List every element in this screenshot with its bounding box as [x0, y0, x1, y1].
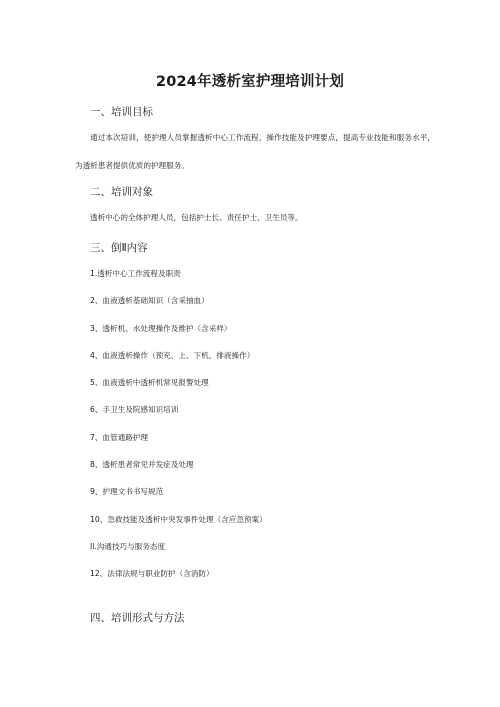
list-item: 1.透析中心工作流程及职责 [90, 269, 181, 278]
list-item: 12、法律法规与职业防护（含消防） [90, 569, 214, 579]
list-item: 7、血管通路护理 [90, 432, 148, 442]
section-paragraph-goals: 通过本次培训，使护理人员掌握透析中心工作流程、操作技能及护理要点，提高专业技能和服务水平，为透析患者提供优质的护理服务。 [75, 133, 435, 170]
section-heading-methods: 四、培训形式与方法 [90, 612, 185, 624]
list-item: 5、血液透析中透析机常见报警处理 [90, 378, 209, 388]
list-item: 8、透析患者常见并发症及处理 [90, 460, 194, 470]
list-item: Il.沟通技巧与服务态度 [90, 541, 166, 551]
section-heading-content: 三、倒Ⅱ内容 [90, 242, 148, 254]
section-heading-audience: 二、培训对象 [90, 186, 153, 198]
content-list [90, 266, 267, 594]
list-item: 2、血液透析基础知识（含采抽血） [90, 296, 209, 306]
list-item: 3、透析机、水处理操作及维护（含采样） [90, 323, 232, 333]
list-item: 9、护理文书书写规范 [90, 487, 164, 497]
list-item: 10、急救技能及透析中突发事件处理（含应急预案） [90, 514, 267, 524]
document-title: 2024年透析室护理培训计划 [155, 74, 345, 90]
list-item: 4、血液透析操作（预充、上、下机、排液操作） [90, 350, 255, 360]
section-heading-goals: 一、培训目标 [90, 106, 153, 118]
section-paragraph-audience: 透析中心的全体护理人员，包括护士长、责任护士、卫生员等。 [90, 213, 303, 222]
list-item: 6、手卫生及院感知识培训 [90, 405, 179, 415]
